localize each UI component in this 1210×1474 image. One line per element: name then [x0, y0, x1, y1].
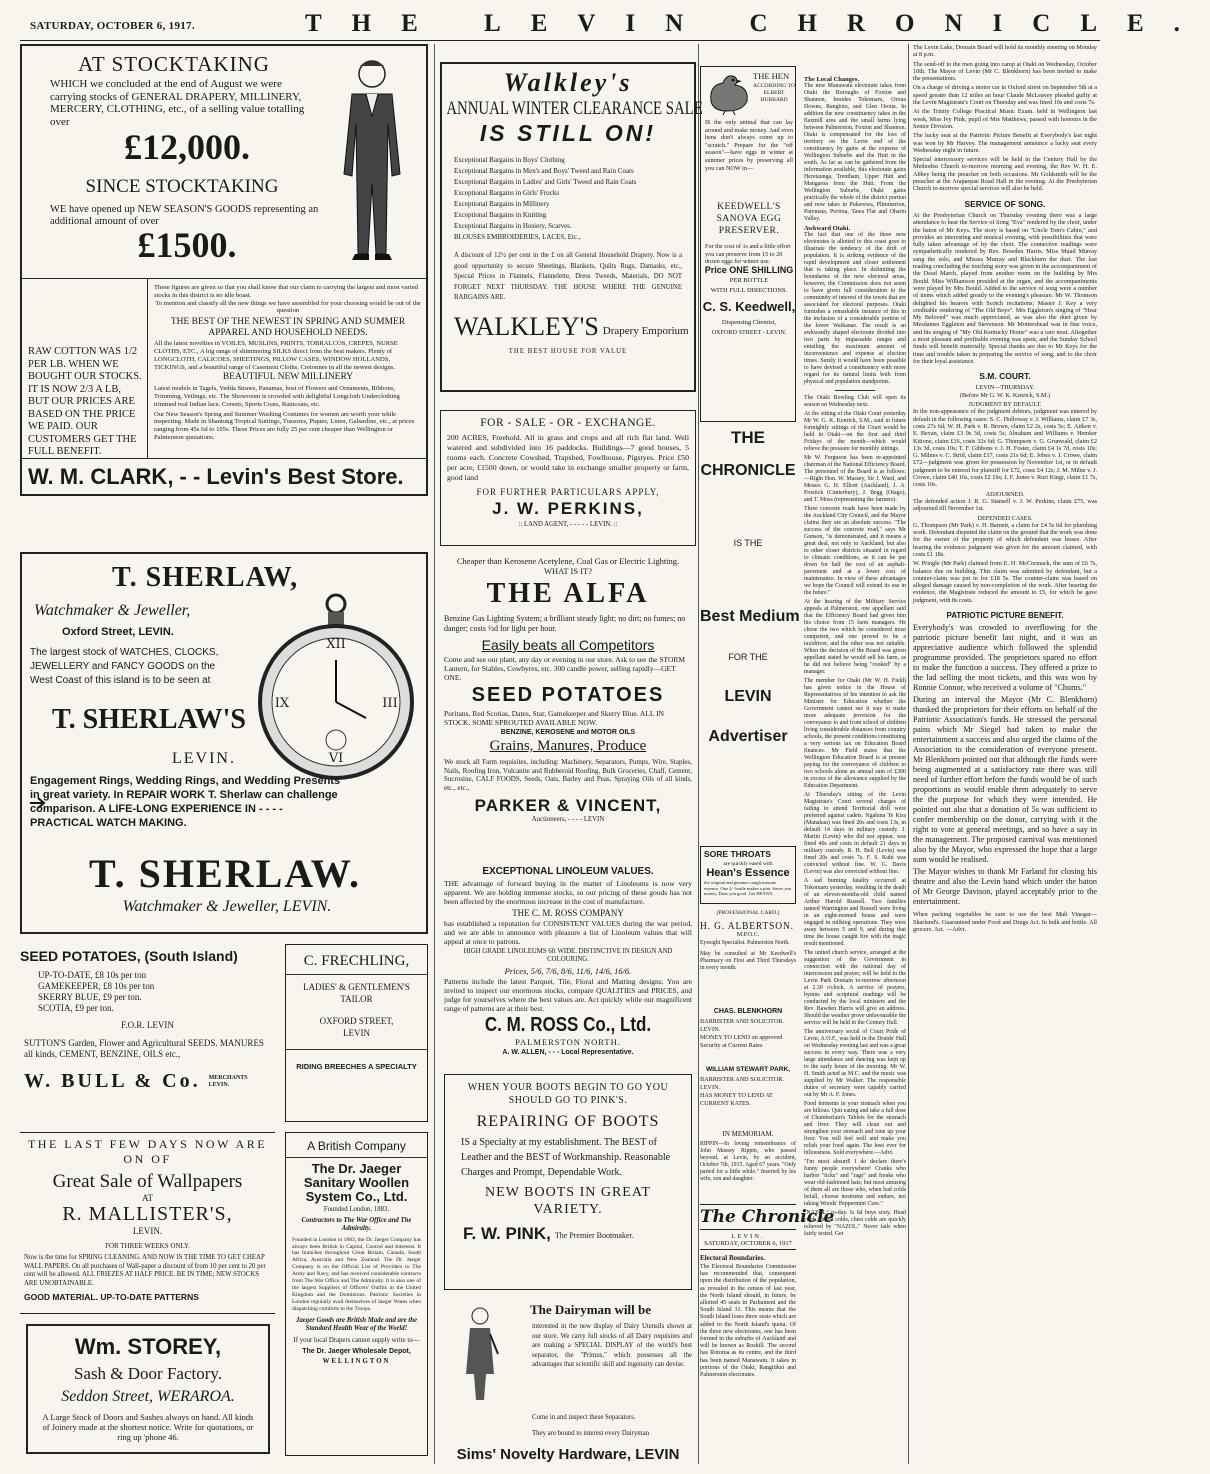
jaeger-line-1: A British Company — [307, 1139, 406, 1153]
column-4 — [910, 44, 1100, 1464]
clark-heading: AT STOCKTAKING — [78, 52, 270, 76]
bull-signature-name: W. BULL & Co. — [24, 1070, 201, 1092]
clark-cotton-note: RAW COTTON WAS 1/2 PER LB. WHEN WE BOUGHT OUR STOCKS. IT IS NOW 2/3 A LB, BUT OUR PRICES ARE BASED ON THE PRICE WE PAID. OUR CUSTOMERS GET THE FULL BENEFIT. — [28, 346, 142, 457]
bull-price-list — [38, 970, 275, 1014]
chronicle-house-ad — [700, 428, 800, 746]
clark-figures: These figures are given so that you shall know that our claim to carrying the largest and most varied stocks in this district is no idle boast. — [154, 284, 418, 299]
clark-heading-2: SINCE STOCKTAKING — [85, 176, 279, 197]
walkley-item: Exceptional Bargains in Girls' Frocks — [454, 189, 559, 197]
perkins-title: FOR - SALE - OR - EXCHANGE. — [480, 417, 656, 429]
clark-body-2: Latest models in Tagels, Yedda Straws, Panamas, host of Flowers and Ornaments, Ribbons, Trimming, Veilings, etc. The Showroom is crowded with delightful Longcloth Underclothing trimmed real Indian lace. Corsets, Sports Coats, Raincoats, etc. — [154, 385, 400, 408]
sherlaw-trade: Watchmaker & Jeweller, — [34, 602, 191, 619]
alfa-title: THE ALFA — [486, 578, 650, 609]
masthead-rule — [20, 40, 1100, 41]
frechling-name: C. FRECHLING, — [303, 953, 410, 969]
court-subheading: LEVIN—THURSDAY. — [975, 384, 1035, 392]
clark-signature: W. M. CLARK, - - Levin's Best Store. — [28, 464, 404, 489]
perkins-body: 200 ACRES, Freehold. All in grass and crops and all rich flat land. Well watered and subdivided into 16 paddocks. Buildings—7 good houses, 5 rooms each. Concrete Cowshed, Trapshed, Fowlhouse, Pigstyes. Price £50 per acre, £1500 down, or would take in exchange smaller property or farm, good land — [447, 433, 689, 482]
pocket-watch-illustration — [254, 590, 419, 790]
walkley-tag: THE BEST HOUSE FOR VALUE — [508, 347, 628, 355]
walkley-item: BLOUSES EMBROIDERIES, LACES, Etc., — [454, 233, 581, 241]
news-paragraph: At the Presbyterian Church on Thursday evening there was a large attendance to hear the Service of Song "Eva" rendered by the choir, under the baton of Mr Keys. The story is based on "Uncle Tom's Cabin," and provides an interesting and musical evening, with possibilities that were fully taken advantage of by the choir. The connective readings were sympathetically rendered by Rev. Bowden Harris. Miss Maud Murray sang the solo, and Misses Murray and Blackburn the duet. The last reading concluding the touching story was given in the accompaniment of the Dead March, played from another room on the building by Mrs Bould. Miss Williamson presided at the organ, and the accompaniments were played by Mrs Bould. Added to the service of song were a number of items which added greatly to the evening's pleasure. Mr W. Thomson delighted his hearers with Scotch recitations; Master J. Key a very creditable rendering of "The Old Boys". Mrs Eggleton's singing of "Hear My Beloved" was much appreciated, as was also the duet given by Mesdames Eggleton and Stevenson. Mr Mottershead was in fine voice, and his singing of "My Old Kentucky Home" was a rare treat. Altogether a most pleasant and profitable evening was spent, and the Sunday School funds will benefit materially. Special thanks are due to Mr Keys for the time and trouble taken in preparing the service of song, and to the choir for their loyal assistance. — [913, 211, 1097, 365]
jaeger-body: Founded in London in 1883, the Dr. Jaeger Company has always been British in Capital, Control and Interests. It has branches throughout Great Britain, Canada, South Africa, Australia and New Zealand. The Dr. Jaeger Company is on the Official List of Providers to The Army and Navy, and has received considerable contracts from The War Office and The Admiralty. It is also one of the largest Suppliers of Officers' Outfits in the United Kingdom and the Dominions. Patriotic Societies in London regularly avail themselves of Jaeger Wares when dispatching comforts to the Troops. — [292, 1236, 421, 1312]
alfa-seed-potatoes: SEED POTATOES — [471, 684, 665, 706]
keedwell-with: WITH FULL DIRECTIONS. — [710, 287, 788, 294]
news-paragraph: The Otaki Bowling Club will open its season on Wednesday next. — [804, 395, 906, 408]
jaeger-city: WELLINGTON — [322, 1358, 391, 1366]
keedwell-chemist: Dispensing Chemist, — [721, 319, 777, 326]
editorial-title: The Chronicle — [700, 1204, 796, 1230]
ross-signature: C. M. ROSS Co., Ltd. — [484, 1014, 652, 1036]
editorial-heading-1: Electoral Boundaries. — [700, 1254, 765, 1262]
editorial-date: SATURDAY, OCTOBER 6, 1917 — [700, 1240, 796, 1250]
ross-advert — [440, 862, 696, 1068]
clark-subhead-1: THE BEST OF THE NEWEST IN SPRING AND SUMMER APPAREL AND HOUSEHOLD NEEDS. — [170, 317, 406, 338]
alfa-signature: PARKER & VINCENT, — [474, 796, 662, 815]
chronicle-ad-line-3: IS THE — [733, 538, 763, 548]
clark-amount-1: £12,000. — [124, 127, 250, 167]
keedwell-per-bottle: PER BOTTLE — [729, 277, 769, 284]
pink-new-boots: NEW BOOTS IN GREAT VARIETY. — [485, 1185, 651, 1217]
albertson-degree: M.P.O.C. — [736, 932, 760, 938]
bull-sutton: SUTTON'S Garden, Flower and Agricultural SEEDS. MANURES all kinds, CEMENT, BENZINE, OILS etc., — [24, 1038, 264, 1059]
frechling-tag: RIDING BREECHES A SPECIALTY — [296, 1062, 417, 1071]
news-paragraph: Three concrete roads have been made by the Auckland City Council, and the Mayor claims they are an absolute success. "The success of the concrete road," says Mr Gunson, "is demonstrated, and it means a great deal, not only to Auckland, but also to other closer districts situated in regard to climatic conditions, as it can be put down for half the cost of an asphalt-pavement and at a lower cost of maintenance. In view of these advantages we hope the Council will extend its use in the future." — [804, 506, 906, 596]
mallister-tag: GOOD MATERIAL. UP-TO-DATE PATTERNS — [24, 1292, 199, 1302]
ross-representative: A. W. ALLEN, - - - Local Representative. — [502, 1049, 634, 1056]
alfa-intro: Cheaper than Kerosene Acetylene, Coal Gas or Electric Lighting. WHAT IS IT? — [456, 556, 680, 576]
mallister-body: Now is the time for SPRING CLEANING. AND NOW IS THE TIME TO GET CHEAP WALL PAPERS. On all purchases of Wall-paper a discount of from 10 per cent to 20 per cent will be allowed. ALL FRIEZES AT HALF PRICE. BE IN TIME; NEW STOCKS ARE UNOBTAINABLE. — [24, 1254, 266, 1287]
walkley-signature-sub: Drapery Emporium — [602, 324, 689, 337]
svg-text:VI: VI — [328, 751, 344, 766]
section-heading-service-of-song: SERVICE OF SONG. — [964, 198, 1046, 209]
heans-name: Hean's Essence — [706, 867, 790, 879]
keedwell-price: Price ONE SHILLING — [704, 265, 794, 275]
pink-signature-sub: The Premier Bootmaker. — [554, 1230, 634, 1240]
keedwell-advert — [700, 66, 796, 422]
storey-advert — [26, 1324, 270, 1454]
sims-body: interested in the new display of Dairy Utensils shown at our store. We carry full stocks of all Dairy requisites and are making a SPECIAL DISPLAY of the world's best separator, the "Primus," which possesses all the advantages that scientific skill and ingenuity can devise. — [532, 1323, 692, 1368]
svg-text:IX: IX — [274, 696, 290, 711]
mallister-advert — [20, 1132, 275, 1314]
alfa-auctioneers: Auctioneers, - - - - LEVIN — [531, 816, 605, 823]
mallister-at: AT — [142, 1193, 153, 1203]
walkley-item: Exceptional Bargains in Millinery — [454, 200, 550, 208]
frechling-advert — [285, 944, 428, 1122]
editorial-column — [804, 74, 906, 1474]
clark-intro-2: WE have opened up NEW SEASON'S GOODS representing an additional amount of over — [50, 204, 319, 227]
walkley-item: Exceptional Bargains in Hosiery, Scarves. — [454, 222, 572, 230]
column-divider — [698, 44, 699, 1464]
news-paragraph: At Thursday's sitting of the Levin Magistrate's Court several charges of failing to attend Territorial drill were preferred against cadets. Ngahina Te Kira (Manakau) was fined 20s and costs 13s, in default 14 days in military custody. J. Martin (Levin) who did not appear, was fined 40s and costs in default 21 days in military custody. R. H. Bell (Levin) was fined 20s and costs 7s. F. S. Kuhi was convicted without fine. W. G. Davis (Levin) was also convicted without fine. — [804, 792, 906, 875]
walkley-still-on: IS STILL ON! — [479, 120, 657, 146]
jaeger-founded: Founded London, 1883. — [323, 1206, 390, 1213]
bull-signature — [24, 1070, 275, 1093]
pink-body: IS a Specialty at my establishment. The BEST of Leather and the BEST of Workmanship. Reasonable Charges and Prompt, Dependable Work. — [461, 1137, 671, 1178]
alfa-desc: Benzine Gas Lighting System; a brilliant steady light; no dirt; no fumes; no danger; costs ½d for light per hour. — [444, 614, 686, 633]
heans-title: SORE THROATS — [704, 849, 771, 859]
newspaper-title: THE LEVIN CHRONICLE. — [305, 10, 1210, 37]
gentleman-illustration — [322, 54, 422, 276]
clark-details — [154, 284, 422, 442]
heans-small-print: the original and genuine cough mixture essence. One 2/- bottle makes a pint. Saves you money. Does you good. Get HEAN'S. — [704, 880, 792, 896]
storey-body: A Large Stock of Doors and Sashes always on hand. All kinds of Joinery made at the shortest notice. Write for quotations, or ring up 'phone 46. — [42, 1412, 254, 1442]
alfa-advert — [440, 554, 696, 858]
clark-amount-2: £1500. — [137, 225, 237, 265]
column-divider — [908, 44, 909, 1464]
editorial-paragraph-2: The new Manawatu electorate takes from Otaki the Boroughs of Foxton and Shannon, besides Tokomaru, Oroua Downs, Rangiotu, and Glen Oroua. In addition the new constituency takes in the flaxmill area and the small farms lying between Palmerston, Foxton and Shannon. Otaki is compensated for the loss of territory on the Levin end of the constituency by gains at the expense of Wellington Suburbs and the Hutt in the south. As far as can be gathered from the information available, this electorate gains Heretaunga, Trentham, Upper Hutt and Mangaroa from the Hutt. From the Wellington Suburbs, Otaki gains practically the whole of the district portion and now takes in Pukerewa, Plimmerton, Paremata, Porirua, Tawa Flat and Ohariu Valley. — [804, 83, 906, 222]
hen-illustration — [705, 71, 753, 115]
chronicle-ad-line-7: Advertiser — [708, 728, 788, 745]
editorial-paragraph-3: The fact that one of the three new electorates is allotted to this coast goes to illustrate the tendency of the drift of population. It is striking evidence of the rapid development and closer settlement that is taking place. In delimiting the boundaries of the new electoral areas, however, the Commission does not seem to have given full consideration to the community of interest of the towns that are associated for electoral purposes. Otaki furnishes a remarkable instance of this in the inclusion of a considerable portion of the lower Waikanae. The result is an awkwardly shaped electorate divided into two parts by impassable ranges and entailing the maximum amount of inconvenience and expense at election times. Surely it would have been possible to have devised a constituency with more regard for its natural limits both from physical and population standpoints. — [804, 232, 906, 385]
walkley-item: Exceptional Bargains in Knitting — [454, 211, 547, 219]
jaeger-advert — [285, 1132, 428, 1456]
clark-body-3: Our New Season's Spring and Summer Washing Costumes for women are worth your while inspecting. Made in Shantung Tropical Suitings, Tussores, Piques, Linen, Gabardine, etc., at prices ranging from 45s 6d to 105s. These Prices are fully 25 per cent cheaper than Wellington or Palmerston quotations. — [154, 410, 415, 441]
pink-title: REPAIRING OF BOOTS — [476, 1113, 660, 1130]
bull-price-item: SCOTIA, £9 per ton. — [38, 1003, 114, 1013]
masthead — [20, 6, 1210, 40]
chronicle-ad-line-2: CHRONICLE — [700, 462, 796, 479]
news-paragraph: The Mayor wishes to thank Mr Farland for closing his theatre and also the Levin band which under the baton of Mr George Davison, played acceptably prior to the entertainment. — [913, 867, 1097, 907]
blenkhorn-card — [700, 1008, 796, 1050]
chronicle-ad-line-6: LEVIN — [724, 688, 772, 705]
albertson-name: H. G. ALBERTSON. — [700, 920, 794, 932]
storey-name: Wm. STOREY, — [74, 1334, 222, 1359]
svg-text:III: III — [382, 696, 398, 711]
clark-intro: WHICH we concluded at the end of August we were carrying stocks of GENERAL DRAPERY, MILLINERY, MERCERY, CLOTHING, etc., of a selling value totalling over — [50, 78, 305, 128]
news-paragraph: The anniversary social of Court Pride of Levin, A.O.F., was held in the Druids' Hall on Wednesday evening last and was a great success in every way. There was a very large attendance and dancing was kept up to the early hours of the morning. Mr W. H. Smith acted as M.C. and the music was supplied by Mr Walker. The responsible duties of secretary were capably carried out by Mr A. F. Jones. — [804, 1029, 906, 1098]
storey-address: Seddon Street, WERAROA. — [61, 1388, 235, 1405]
editorial-town: LEVIN. — [731, 1233, 765, 1240]
walkley-sale-title: ANNUAL WINTER CLEARANCE SALE — [446, 98, 703, 119]
albertson-card — [700, 910, 796, 972]
blenkhorn-line-1: BARRISTER AND SOLICITOR. LEVIN. — [700, 1018, 784, 1033]
news-paragraph: At the Trinity College Practical Music Exam. held in Wellington last week, Miss Ivy Pink, pupil of Mrs Matthews, passed with honours in the Senior Division. — [913, 108, 1097, 130]
sherlaw-advert — [20, 552, 428, 934]
perkins-signature: J. W. PERKINS, — [492, 499, 644, 518]
news-paragraph: The send-off to the men going into camp at Otaki on Wednesday, October 10th. The Mayor of Levin (Mr C. Blenkhorn) has been invited to make the presentations. — [913, 60, 1097, 83]
clark-advert — [20, 44, 428, 496]
bull-title: SEED POTATOES, (South Island) — [20, 948, 238, 964]
dairyman-figure-illustration — [460, 1304, 500, 1404]
ross-body-2: has established a reputation for CONSISTENT VALUES during the war period, and we are able to announce with pleasure a list of Linoleum values that will appeal at once to patrons. — [444, 919, 692, 946]
sherlaw-town: LEVIN. — [172, 750, 236, 767]
jaeger-signature: The Dr. Jaeger Wholesale Depot, — [302, 1348, 411, 1356]
court-adjourned-heading: ADJOURNED. — [985, 490, 1025, 498]
mallister-line-2: Great Sale of Wallpapers — [52, 1171, 243, 1192]
keedwell-signature: C. S. Keedwell, — [702, 299, 796, 314]
memoriam-title: IN MEMORIAM. — [722, 1130, 774, 1138]
walkley-items — [454, 155, 682, 243]
sims-come: Come in and inspect these Separators. — [532, 1414, 636, 1421]
walkley-advert — [440, 62, 703, 392]
alfa-stock: We stock all Farm requisites, including: Machinery, Separators, Pumps, Wire, Staples, Nails, Roofing Iron, Vulcanite and Rubberoid Roofing, Bulk Groceries, Chaff, Cement, Sucrosine, CALF FOODS, Seeds, Oats, Barley and Peas, Spraying Oils of all kinds, etc., etc., — [444, 758, 692, 792]
sherlaw-name-2: T. SHERLAW'S — [52, 704, 246, 735]
news-paragraph: W. Pringle (Mr Park) claimed from E. H. McCormack, the sum of £6 7s, balance due on building. This claim was admitted by defendant, but a counter-claim was put in for £18 5s. The counter-claim was based on alleged damage caused by non-completion of the work. After hearing the evidence, the Magistrate reduced the amount to £5, for which he gave judgment, with 8s costs. — [913, 560, 1097, 604]
column-3 — [700, 44, 906, 1464]
sims-title: The Dairyman will be — [530, 1302, 651, 1317]
sherlaw-rings: Engagement Rings, Wedding Rings, and Wedding Presents in great variety. In REPAIR WORK T. Sherlaw can challenge comparison. A LIFE-LONG EXPERIENCE IN - - - - PRACTICAL WATCH MAKING. — [30, 775, 341, 829]
ross-body-1: THE advantage of forward buying in the matter of Linoleums is now very apparent. We are holding immense stocks, so our pricing of these goods has not been affected by the enormous increase in the cost of manufacture. — [444, 879, 692, 906]
bull-price-item: UP-TO-DATE, £8 10s per ton — [38, 970, 147, 980]
news-paragraph: Everybody's was crowded to overflowing for the patriotic picture benefit last night, and it was an appreciative audience which followed the splendid programme provided. The proprietors spared no effort to make the function a success. They offered a prize to the lad selling the most tickets, and this was won by Ronnie Connor, who received a volume of "Chums." — [913, 623, 1097, 693]
news-paragraph: Mr W. Ferguson has been re-appointed chairman of the National Efficiency Board. The personnel of the Board is as follows:—Right Hon. W. Massey, Sir J. Ward, and Messrs G. H. Elliott (Auckland), J. A. Frostick (Canterbury), J. Begg (Otago), and T. Moss (representing the farmers). — [804, 455, 906, 503]
walkley-item: Exceptional Bargains in Boys' Clothing — [454, 156, 565, 164]
storey-trade: Sash & Door Factory. — [73, 1364, 223, 1383]
keedwell-hen-by: ACCORDING TO ELBERT HUBBARD — [753, 83, 795, 103]
park-line-1: BARRISTER AND SOLICITOR. LEVIN. — [700, 1076, 784, 1091]
section-heading-patriotic: PATRIOTIC PICTURE BENEFIT. — [946, 611, 1064, 621]
news-paragraph: During an interval the Mayor (Mr C. Blenkhorn) thanked the proprietors for their efforts on behalf of the Patriotic Association's funds. He stressed the personal pains which Mr Siegel had taken to make the entertainment a success and also urged the claims of the Association to the consideration of everyone present. Mr Blenkhorn pointed out that although the funds were being augmented at a satisfactory rate there was still need of further effort before the funds would be of such proportions as would enable them adequately to serve the the purpose for which they were intended. He pointed out also that a donation of 5s was sufficient to confer membership on the donor, carrying with it the right to vote at general meetings, and so have a say in the management. The proposed carnival was mentioned also by the Mayor, who expressed the hope that a large sum would be realised. — [913, 695, 1097, 865]
ross-title: EXCEPTIONAL LINOLEUM VALUES. — [482, 866, 654, 877]
pink-signature-name: F. W. PINK, — [463, 1224, 551, 1243]
sims-advert — [440, 1298, 696, 1468]
sherlaw-address: Oxford Street, LEVIN. — [62, 626, 174, 638]
park-name: WILLIAM STEWART PARK, — [705, 1066, 791, 1073]
clark-mention: To mention and classify all the new things we have assembled for your choosing would be out of the question — [155, 299, 421, 315]
jaeger-line-2: The Dr. Jaeger Sanitary Woollen System Co., Ltd. — [303, 1161, 410, 1204]
alfa-grains: Grains, Manures, Produce — [489, 738, 647, 754]
news-paragraph: In the non-appearance of the judgment debtors, judgment was entered by default in the following cases: S. C. Holloway v. J. Williams, claim £7 3s, costs 27s 6d; W. H. Park v. R. Brown, claim £2 2s, costs 5s; E. Aitken v. E. Bevan, claim £3 9s 3d, costs 5s; Abraham and Williams v. Hemker Kitione, claim £16, costs 32s 6d; G. Thompson v. G. Grunwald, claim £2 13s 3d, costs 10s; T. F. Gibbons v. J. H. Foster, claim £4 1s 7d, costs 10s; G. Milnes v. C. Strid, claim £17, costs 21s 6d; E. Jobes v. J. Crowe, claim £72—judgment was given for possession by November 1st, or in default judgment to be entered for plaintiff for £72, costs £4 12s; J. M. Milne v. J. Crowe, claim £40 16s, costs £2 19s; J. F. Jones v. Ruri Kingi, claim £1 7s, costs 10s. — [913, 408, 1097, 489]
alfa-beats: Easily beats all Competitors — [481, 637, 655, 653]
blenkhorn-name: CHAS. BLENKHORN — [713, 1008, 783, 1015]
memoriam-body: RIPPIN—In loving remembrance of John Massey Rippin, who passed beyond, at Levin, by an accident, October 7th, 1915. Aged 67 years. "Only parted for a little while." Inserted by his wife, son and daughter. — [700, 1141, 796, 1182]
sims-bound: They are bound to interest every Dairyman — [532, 1430, 650, 1437]
alfa-benzine: BENZINE, KEROSENE and MOTOR OILS — [500, 729, 636, 736]
court-before: (Before Mr G. W. K. Kenrick, S.M.) — [959, 391, 1051, 399]
keedwell-address: OXFORD STREET - LEVIN. — [711, 329, 787, 336]
heans-sub: are quickly eased with — [723, 861, 773, 867]
ross-city: PALMERSTON NORTH. — [515, 1037, 621, 1047]
keedwell-product: KEEDWELL'S SANOVA EGG PRESERVER. — [716, 202, 782, 236]
albertson-body: May be consulted at Mr Keedwell's Pharmacy on First and Third Thursdays in every month. — [700, 951, 796, 971]
walkley-item: Exceptional Bargains in Ladies' and Girls' Tweed and Rain Coats — [454, 178, 637, 186]
editorial-masthead — [700, 1204, 835, 1379]
sherlaw-name: T. SHERLAW, — [112, 562, 299, 593]
perkins-further: FOR FURTHER PARTICULARS APPLY, — [476, 487, 660, 497]
perkins-advert — [440, 410, 696, 546]
pink-intro: WHEN YOUR BOOTS BEGIN TO GO YOU SHOULD GO TO PINK'S. — [467, 1082, 669, 1106]
walkley-signature-name: WALKLEY'S — [454, 311, 599, 341]
walkley-body: A discount of 12½ per cent in the £ on all General Household Drapery. Now is a good opportunity to secure Sheetings, Blankets, Quilts Rugs, Damasks, etc., Special Prices in Flannels, Flannelette, Dress Tweeds, Materials, DO NOT FORGET NEXT THURSDAY. THE HOUSE WHERE THE GENUINE BARGAINS ARE. — [454, 252, 682, 301]
news-paragraph: When packing vegetables be sure to use the best Malt Vinegar—Sharland's. Guaranteed under Food and Drugs Act. In bulk and bottle. All grocers. Act. —Advt. — [913, 911, 1097, 933]
ross-body-3: Patterns include the latest Parquet, Tile, Floral and Matting designs. You are invited to inspect our enormous stocks, compare QUALITIES and PRICES, and judge for yourselves where the best values are. Act quickly while our magnificent range of patterns are at their best. — [444, 977, 692, 1013]
news-paragraph: The defended action J. B. G. Stansell v. J. W. Perkins, claim £75, was adjourned till November 1st. — [913, 497, 1097, 513]
albertson-card-label: [PROFESSIONAL CARD.] — [716, 910, 780, 916]
news-paragraph: The member for Otaki (Mr W. H. Field) has given notice in the House of Representatives of his intention to ask the Minister for Education whether the Government cannot see it way to make more adequate provision for the conveyance to and from school of children living considerable distances from country schools, the present conditions constituting a very serious tax on Education Board finances. Mr Field states that the Wellington Education Board is at present paying for the conveyance of children to two schools alone an annual sum of £300 in excess of the allowance supplied by the Education Department. — [804, 678, 906, 789]
sherlaw-trade-2: Watchmaker & Jeweller, LEVIN. — [122, 898, 332, 915]
news-paragraph: A sad burning fatality occurred at Tokomaru yesterday, resulting in the death of an eleven-months-old child named Arthur Harold Russell. Two families named Warrington and Russell were living in an eight-roomed house and were engaged in milking operations. They were away between 5 and 9, and during that time the house caught fire with the tragic result mentioned. — [804, 878, 906, 947]
news-paragraph: The lucky seat at the Patriotic Picture Benefit at Everybody's last night was won by Mr Harvey. The management announce a lucky seat every Wednesday night in future. — [913, 132, 1097, 154]
section-heading-sm-court: S.M. COURT. — [979, 371, 1031, 382]
news-paragraph: At the sitting of the Otaki Court yesterday Mr W. G. K. Kenrick, S.M., said in future fortnightly sittings of the Court would be held in Otaki—on the first and third Fridays of the month—which would relieve the pressure for monthly sittings. — [804, 411, 906, 452]
park-card — [700, 1066, 796, 1108]
column-1 — [20, 44, 428, 1464]
news-paragraph: G. Thompson (Mr Park) v. H. Barnett, a claim for £4 5s 6d for plumbing work. Defendant disputed the claim on the ground that the work was done for the owner of the property of which defendant was lessee. After hearing the evidence judgment was given for the amount claimed, with costs £1 18s. — [913, 521, 1097, 558]
bull-price-item: GAMEKEEPER, £8 10s per ton — [38, 981, 155, 991]
keedwell-body-2: For the cost of 1s and a little effort you can preserve from 15 to 20 dozen eggs for winter use. — [705, 243, 791, 266]
keedwell-hen-title: THE HEN — [753, 71, 790, 81]
frechling-address: OXFORD STREET, LEVIN — [319, 1016, 394, 1038]
park-line-2: HAS MONEY TO LEND AT CURRENT RATES. — [700, 1092, 773, 1107]
jaeger-local: If your local Drapers cannot supply write to— — [293, 1336, 420, 1344]
sims-signature: Sims' Novelty Hardware, LEVIN — [456, 1446, 680, 1463]
jaeger-contractors: Contractors to The War Office and The Admiralty. — [301, 1217, 412, 1233]
alfa-come: Come and see our plant, any day or evening in our store. Ask to see the STORM Lantern, for Stables, Cowbyres, etc. 300 candle power, selling rapidly—GET ONE. — [444, 655, 686, 682]
alfa-seed-body: Puritans, Red Scotias, Dates, Star, Gamekeeper and Skerry Blue. ALL IN STOCK. SOME SPROUTED AVAILABLE NOW. — [444, 709, 664, 727]
perkins-agent: :: LAND AGENT, - - - - - LEVIN. :: — [518, 521, 618, 528]
clark-subhead-2: BEAUTIFUL NEW MILLINERY — [222, 372, 354, 383]
walkley-signature — [454, 311, 689, 342]
local-news — [913, 44, 1097, 933]
heans-essence-advert — [700, 846, 796, 904]
mallister-town: LEVIN. — [132, 1226, 163, 1236]
in-memoriam — [700, 1130, 796, 1183]
editorial-paragraph-1: The Electoral Boundaries Commission has recommended that, consequent upon the distribution of the population, as revealed in the census of last year, the North Island should, in future, be allotted 45 seats in Parliament and the South Island 31. This means that the South Island loses three seats which are added to the North Island's quota. Of the three new electorates, one has been formed in the suburbs of Auckland and will be known as Roskill. The second has Rotorua as its centre, and the third has been named Manawatu. It takes in portions of the Otaki, Rangitikei and Palmerston electorates. — [700, 1264, 796, 1379]
walkley-name: Walkley's — [503, 68, 633, 97]
chronicle-ad-line-1: THE — [731, 428, 765, 447]
chronicle-ad-line-5: FOR THE — [728, 652, 768, 662]
jaeger-goods: Jaeger Goods are British Made and are the Standard Health Wear of the World! — [295, 1316, 418, 1332]
pink-advert — [444, 1074, 692, 1290]
walkley-item: Exceptional Bargains in Men's and Boys' Tweed and Rain Coats — [454, 167, 634, 175]
column-2 — [440, 44, 703, 1464]
news-paragraph: At the hearing of the Military Service appeals at Palmerston, one appellant said that the Efficiency Board had given him his choice from 15 farm managers. He chose the two which he considered most competent, and one proved to be a taxidriver, and the other was not suitable. When the decision of the Board was given appellant stated he would sell his farm, as he did not believe being "rooked" by a manager. — [804, 599, 906, 675]
albertson-line: Eyesight Specialist. Palmerston North. — [700, 940, 790, 946]
bull-for: F.O.R. LEVIN — [121, 1020, 174, 1030]
news-paragraph: "I'm most absurd! I do declare there's funny people everywhere! Cranks who harbor "ticks" and "rags" and freaks who wear old-fashioned hats; but most amusing of them all are those who, when bad colds befall, choose nostrums and endure, not taking Woods' Peppermint Cure." — [804, 1159, 906, 1207]
court-judgment-heading: JUDGMENT BY DEFAULT. — [968, 401, 1042, 409]
mallister-name: R. MALLISTER'S, — [62, 1203, 233, 1225]
bull-price-item: SKERRY BLUE, £9 per ton. — [38, 992, 142, 1002]
editorial-heading-3: Awkward Otaki. — [804, 225, 851, 232]
news-paragraph: The united church service, arranged at the suggestion of the Government in connection with the national day of intercession and prayer, will be held in the Levin Park Domain to-morrow afternoon at 2.30 o'clock. A service of prayers, hymns and scriptural readings will be conducted by the local ministers and the Rev. Bawden Harris will give an address. Should the weather prove unfavourable the service will be held in the Century Hall. — [804, 950, 906, 1026]
ross-prices: Prices, 5/6, 7/6, 8/6, 11/6, 14/6, 16/6. — [504, 966, 632, 976]
ross-grade: HIGH GRADE LINOLEUMS 6ft WIDE. DISTINCTIVE IN DESIGN AND COLOURING. — [463, 948, 673, 963]
news-paragraph: Special intercessory services will be held in the Century Hall by the Methodist Church to-morrow morning and evening, the Rev W. H. E. Abbey being the preacher on both occasions. Mr Goldsmith will be the preacher at the Arapaepae Road Hall in the evening. At the Presbyterian Church to-morrow special services will also be held. — [913, 156, 1097, 193]
bull-signature-sub: MERCHANTS LEVIN. — [208, 1075, 248, 1089]
court-defended-heading: DEFENDED CASES. — [977, 514, 1033, 522]
frechling-trade: LADIES' & GENTLEMEN'S TAILOR — [303, 982, 410, 1004]
keedwell-body: IS the only animal that can lay around and make money. And even hens don't always come up to "scratch." Prepare for the "off season"—have eggs in winter at summer prices by preserving all you can NOW in— — [705, 119, 793, 172]
sherlaw-name-3: T. SHERLAW. — [88, 851, 362, 896]
chronicle-ad-line-4: Best Medium — [700, 608, 800, 625]
pink-signature — [463, 1224, 673, 1244]
mallister-for: FOR THREE WEEKS ONLY. — [105, 1242, 190, 1250]
news-paragraph: On a charge of driving a motor car in Oxford street on September 5th at a speed greater than 12 miles an hour Claude McLeavey pleaded guilty at the Levin Magistrate's Court on Thursday and was fined 10s and costs 7s. — [913, 84, 1097, 107]
bull-advert — [20, 942, 275, 1120]
clark-body-1: All the latest novelties in VOILES, MUSLINS, PRINTS, TOBRALCOS, CREPES, NURSE CLOTHS, ETC., A big range of shimmering SILKS direct from the best makers. Plenty of LONGCLOTH, CALICOES, SHEETINGS, PILLOW CASES, WINDOW HOLLANDS, TICKINGS, and a beautiful range of Casement Cloths, Cretonnes in all the newest designs. — [154, 340, 398, 371]
news-paragraph: Food ferments in your stomach when you are bilious. Quit eating and take a full dose of Chamberlain's Tablets for the stomach and liver. They will clean out and strengthen your stomach and tone up your liver. You will feel well and make you relish your food again. The best ever for biliousness. Sold everywhere.—Advt. — [804, 1101, 906, 1156]
svg-text:XII: XII — [326, 637, 346, 652]
mallister-line-1: THE LAST FEW DAYS NOW ARE ON OF — [27, 1137, 268, 1166]
issue-date: SATURDAY, OCTOBER 6, 1917. — [30, 20, 195, 32]
ross-company: THE C. M. ROSS COMPANY — [512, 908, 624, 918]
editorial-heading-2: The Local Changes. — [804, 76, 860, 83]
news-paragraph: "NAZOL" to-day. Is 6d buys sixty. Head colds, throat colds, chest colds are quickly relieved by "NAZOL." Never fails when fairly tested. Get — [804, 1210, 906, 1237]
sherlaw-stock: The largest stock of WATCHES, CLOCKS, JEWELLERY and FANCY GOODS on the West Coast of this island is to be seen at — [30, 647, 219, 686]
blenkhorn-line-2: MONEY TO LEND on approved Security at Current Rates — [700, 1034, 783, 1049]
news-paragraph: The Levin Lake, Domain Board will hold its monthly meeting on Monday at 8 p.m. — [913, 44, 1097, 59]
column-divider — [434, 44, 435, 1464]
